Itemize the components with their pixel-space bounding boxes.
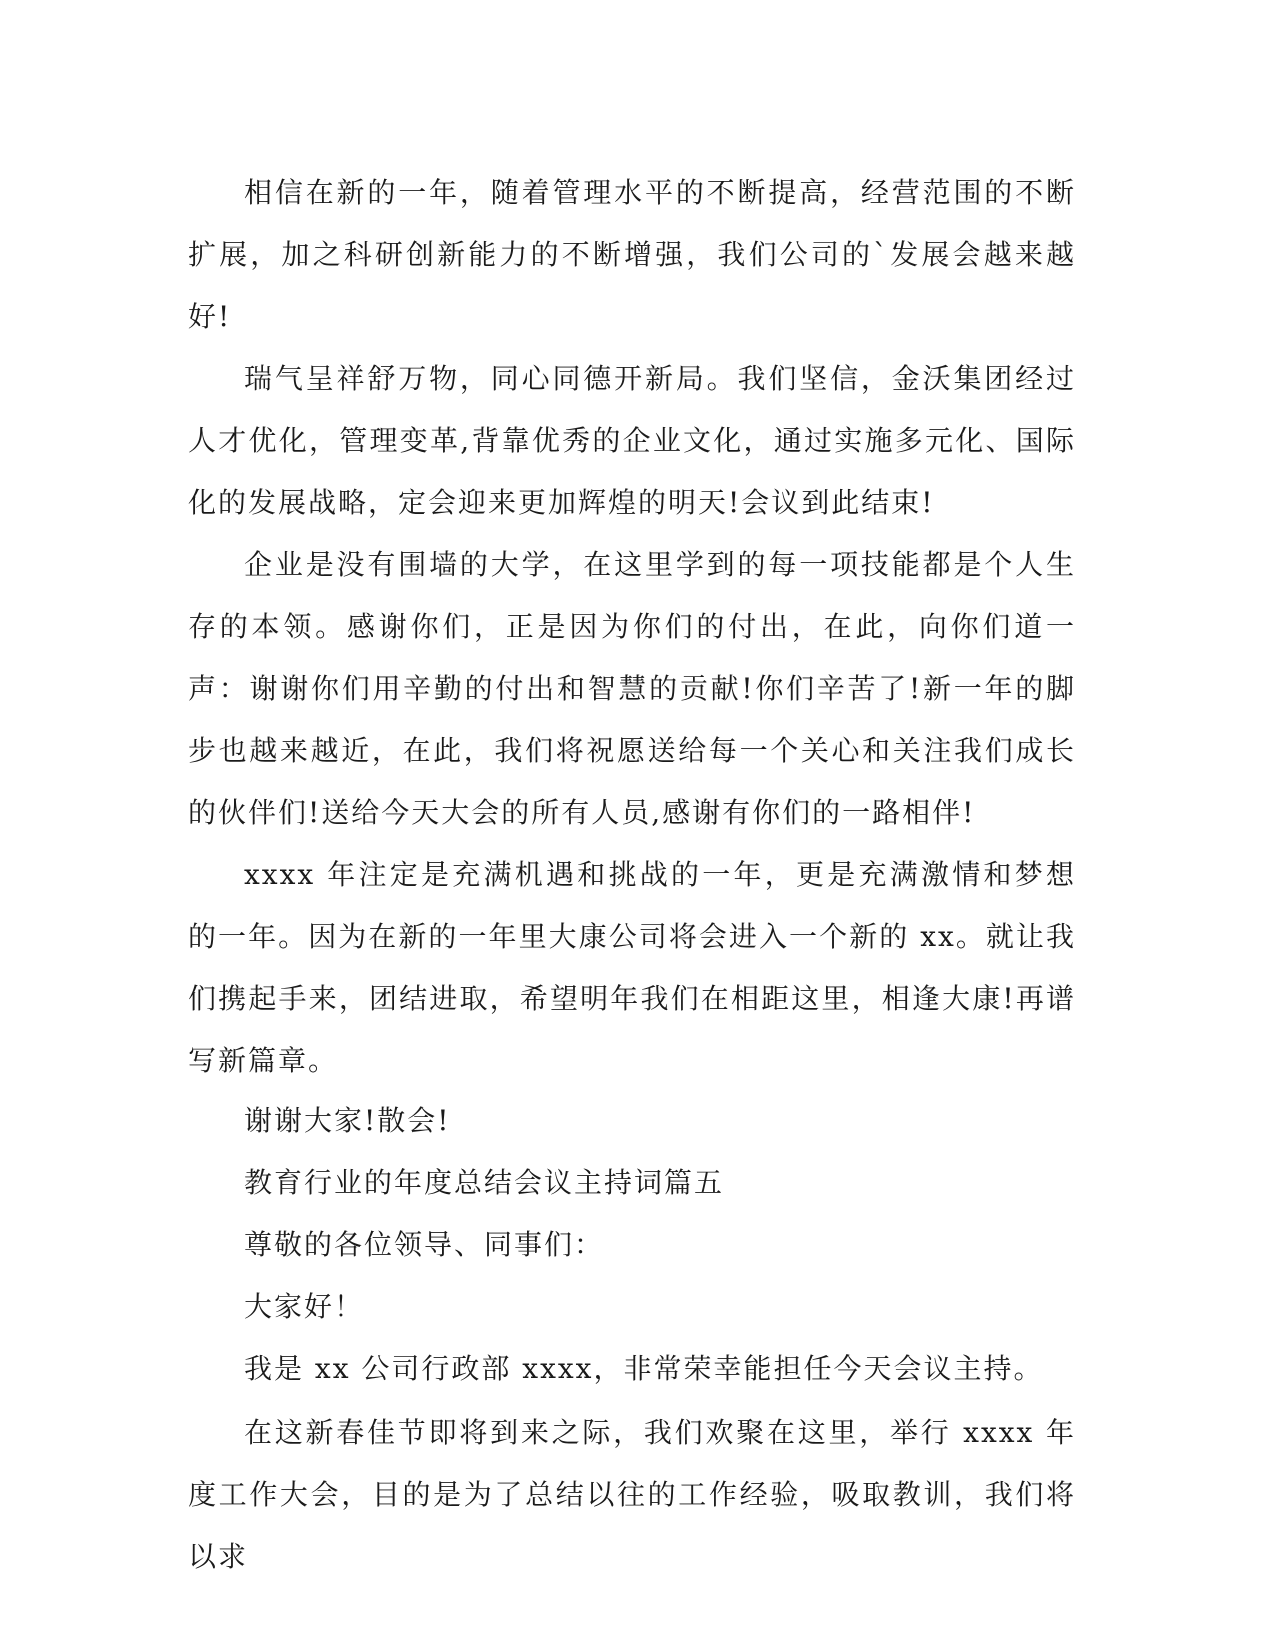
host-introduction: 我是 xx 公司行政部 xxxx，非常荣幸能担任今天会议主持。 <box>244 1352 1044 1385</box>
paragraph-closing: 谢谢大家!散会! <box>244 1104 451 1137</box>
section-heading: 教育行业的年度总结会议主持词篇五 <box>244 1166 725 1199</box>
greeting: 大家好！ <box>244 1290 365 1323</box>
paragraph-new-year-outlook: xxxx 年注定是充满机遇和挑战的一年，更是充满激情和梦想的一年。因为在新的一年里大康公司将会进入一个新的 xx。就让我们携起手来，团结进取，希望明年我们在相距这里，相逢大康!再谱写新篇章。 <box>188 858 1076 1077</box>
paragraph-group-future: 瑞气呈祥舒万物，同心同德开新局。我们坚信，金沃集团经过人才优化，管理变革,背靠优秀的企业文化，通过实施多元化、国际化的发展战略，定会迎来更加辉煌的明天!会议到此结束! <box>188 362 1076 519</box>
paragraph-meeting-purpose: 在这新春佳节即将到来之际，我们欢聚在这里，举行 xxxx 年度工作大会，目的是为了总结以往的工作经验，吸取教训，我们将以求 <box>188 1416 1076 1573</box>
paragraph-company-outlook: 相信在新的一年，随着管理水平的不断提高，经营范围的不断扩展，加之科研创新能力的不断增强，我们公司的`发展会越来越好! <box>188 176 1076 333</box>
paragraph-thanks-staff: 企业是没有围墙的大学，在这里学到的每一项技能都是个人生存的本领。感谢你们，正是因为你们的付出，在此，向你们道一声：谢谢你们用辛勤的付出和智慧的贡献!你们辛苦了!新一年的脚步也越来越近，在此，我们将祝愿送给每一个关心和关注我们成长的伙伴们!送给今天大会的所有人员,感谢有你们的一路相伴! <box>188 548 1076 829</box>
salutation: 尊敬的各位领导、同事们： <box>244 1228 605 1261</box>
document-body <box>188 162 1076 1588</box>
